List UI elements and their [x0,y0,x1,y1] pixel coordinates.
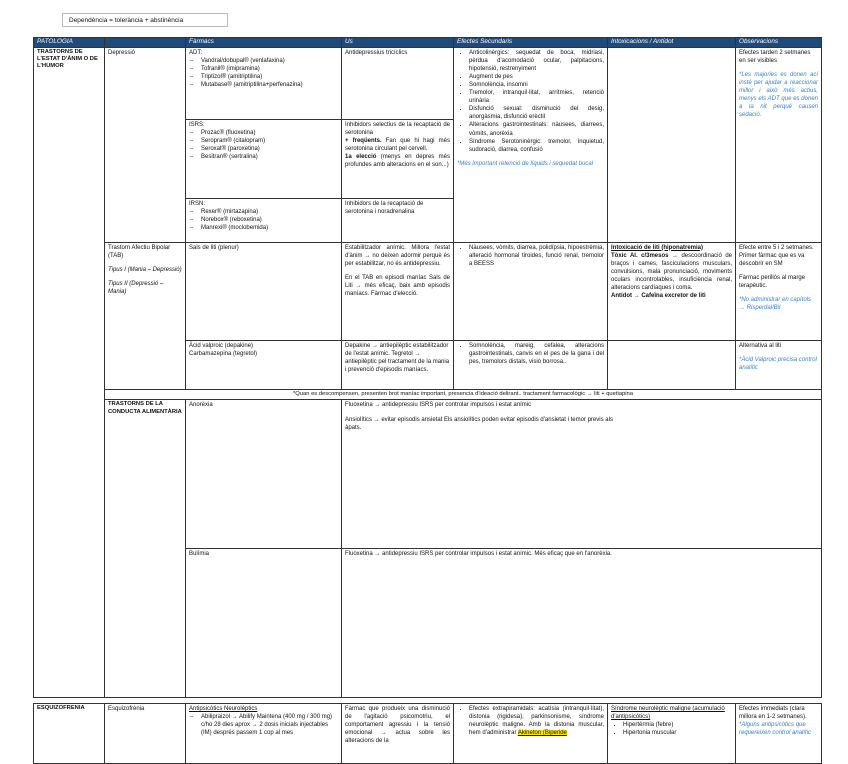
effects-text: Efectes extrapiramidals: acatísia (intranquil·litat), distonia (rigidesa), parkinsonisme, síndrome neurolèptic maligne. Amb la distonia muscular, hem d'administrar [469,705,604,737]
list-item: • Síndrome Serotoninèrgic: tremolor, inquietud, sudoració, diarrea, confusió [469,138,604,154]
liti-use-1: Estabilitzador anímic. Millora l'estat d'ànim → no deixen adormir perquè és per estabilitzar, no és antidepressiu. [345,244,450,267]
list-item: • Somnolència, mareig, cefalea, alteracions gastrointestinals, canvis en el pes de la gana i del pes, tremolors distals, visió borrosa.. [469,342,604,366]
list-item: • Disfunció sexual: disminució del desig, anorgàsmia, disfunció erèctil [469,105,604,121]
list-item: • Tremolor, intranquil·litat, arrítmies, retenció urinària [469,89,604,105]
esquizo-obs: Efectes immediats (clara millora en 1-2 setmanes). [739,705,807,720]
bipolar-type-2: Tipus II (Depressió – Mania) [108,280,164,296]
valproic-drug-2: Carbamazepina (tegretol) [189,350,258,357]
drug-cell-adt [186,47,342,119]
pharmacology-table-page [33,37,821,745]
effects-note-depressio: *Més important retenció de líquids i sequedat bucal [457,160,594,167]
irsn-title: IRSN: [189,200,206,207]
liti-intox-title: Intoxicació de liti (hiponatremia) [611,244,704,251]
isrs-use-text-2: Fan que hi hagi més serotonina circulant pel cervell. [345,137,450,152]
irsn-list [189,208,338,232]
drug-cell-isrs [186,119,342,198]
list-item: – Seropram® (citalopram) [201,137,338,145]
drug-cell-irsn [186,198,342,242]
use-cell-liti [342,242,454,340]
antipsicotics-title: Antipsicòtics Neurolèptics [189,705,258,712]
nms-title: Síndrome neurolèptic maligne (acumulació d'antipsicòtics) [611,705,725,720]
use-cell-antipsicotics: Fàrmac que produeix una disminució de l'agitació psicomotriu, el comportament agressiu i la tensió emocional → actua sobre les alteracions de la [342,703,454,763]
liti-intox-toxic: Tòxic Al. c/3mesos → [611,252,678,259]
use-cell-irsn: Inhibidors de la recaptació de serotonina i noradrenalina [342,198,454,242]
condition-anorexia: Anorèxia [186,400,342,549]
list-item: – Prozac® (fluoxetina) [201,129,338,137]
valproic-obs-note: *Àcid Valproic precisa control analític [739,356,817,371]
use-cell-isrs [342,119,454,198]
list-item [469,705,604,737]
table-header-row [34,38,822,48]
liti-obs-note: *No administrar en capítols → Risperdal/Bil [739,297,812,312]
isrs-title: ISRS: [189,121,205,128]
header-us: Ús [342,38,454,48]
list-item: • Somnolència, insomni [469,81,604,89]
obs-cell-depressio [736,47,822,242]
valproic-obs: Alternativa al liti [739,342,782,349]
header-observacions: Observacions [736,38,822,48]
humor-footnote: *Quan es descompensen, presenten brot maníac important, presencia d'ideació delirant.. tractament farmacològic → liti + quetiapina [105,389,822,400]
nms-list [611,721,732,737]
list-item: • Hipertèrmia (febre) [623,721,732,729]
effects-cell-valproic [454,340,608,389]
effects-cell-antipsicotics [454,703,608,763]
intox-cell-depressio [608,47,736,242]
liti-obs-2: Fàrmac perillós al marge terapèutic. [739,274,806,290]
list-item: – Besitran® (sertralina) [201,153,338,161]
list-item: – Vandral/dobupal® (venlafaxina) [201,57,338,65]
obs-depressio: Efectes tarden 2 setmanes en ser visibles [739,49,811,64]
condition-depressio: Depressió [105,47,186,242]
isrs-use-frequent: + freqüents. [345,137,382,144]
dependence-note: Dependència = tolerància + abstinència [62,13,228,27]
list-item: – Manrexi® (moclobemida) [201,224,338,232]
condition-bipolar [105,242,186,389]
anorexia-text-1: Fluoxetina → antidepressiu ISRS per controlar impulsos i estat anímic [345,402,532,409]
obs-cell-liti [736,242,822,340]
list-item: – Norebox® (reboxetina) [201,216,338,224]
isrs-use-first-choice: 1a elecció [345,154,377,161]
effects-list-depressio [457,49,604,154]
bulimia-treatment [342,549,822,698]
bipolar-type-1: Tipus I (Mania – Depressió) [108,266,182,273]
effects-list-antipsicotics [457,705,604,737]
patology-esquizofrenia: ESQUIZOFRENIA [34,703,105,763]
adt-title: ADT: [189,49,203,56]
patology-alimentaria: TRASTORNS DE LA CONDUCTA ALIMENTÀRIA [105,400,186,697]
header-patologia: PATOLOGIA [34,38,105,48]
effects-highlight: Akineton (Biperide [517,730,567,737]
effects-list-valproic [457,342,604,366]
valproic-drug-1: Àcid valproic (depakine) [189,342,254,349]
table-row [34,389,822,400]
list-item: • Augment de pes [469,73,604,81]
condition-esquizofrenia: Esquizofrènia [105,703,186,763]
liti-antidote: Antídot → Cafeïna excretor de liti [611,293,706,300]
pharmacology-table [33,37,822,764]
anorexia-text-2: Ansiolítics → evitar episodis ansietat Els ansiolítics poden evitar episodis d'ansietat i temor previs als àpats. [345,416,613,431]
table-row [34,242,822,340]
list-item: – Mutabase® (amitriptilina+perfenazina) [201,81,338,89]
header-patologia-sub [105,38,186,48]
drug-cell-liti: Sals de liti (plenur) [186,242,342,340]
esquizo-obs-note: *Alguns antipsicòtics que requereixen control analític [739,722,812,737]
list-item: – Triptizol® (amitriptilina) [201,73,338,81]
drug-cell-antipsicotics [186,703,342,763]
list-item: • Hipertonia muscular [623,729,732,737]
obs-cell-valproic [736,340,822,389]
list-item: • Alteracions gastrointestinals: nàusees, diarrees, vòmits, anorèxia [469,121,604,137]
list-item: • Nàusees, vòmits, diarrea, polidípsia, hipoestrèmia, alteració hormonal tiroides, funció renal, tremolor a BEESS [469,244,604,268]
isrs-use-text-3: (menys en depres més profundes amb alteracions en el son...) [345,154,451,169]
table-row [34,703,822,763]
obs-cell-antipsicotics [736,703,822,763]
header-farmacs: Fàrmacs [186,38,342,48]
intox-cell-antipsicotics [608,703,736,763]
liti-intox-body: descoordinació de braços i cames, fasciculacions musculars, convulsions, mala pronunciació, moviments oculars incontrolables, insuficiència renal, alteracions cardíaques i coma. [611,252,732,292]
intox-cell-valproic [608,340,736,389]
anorexia-treatment [342,400,822,549]
list-item: – Tofranil® (imipramina) [201,65,338,73]
intox-cell-liti [608,242,736,340]
list-item: – Rexer® (mirtazapina) [201,208,338,216]
table-row [34,400,822,549]
drug-cell-valproic [186,340,342,389]
effects-cell-liti [454,242,608,340]
obs-note-depressio: *Les majories es donen ací insté per ajudar a reaccionar millor i això més actius, menys els ADT que es donen a la nit perquè causen sedació. [739,71,818,119]
header-efectes: Efectes Secundaris [454,38,608,48]
effects-list-liti [457,244,604,268]
liti-use-2: En el TAB en episodi maníac Sals de Liti → més eficaç, baix amb episodis maníacs. Fàrmac d'elecció. [345,274,450,298]
list-item: – Abilipraizol → Abilify Maintena (400 mg / 300 mg) c/ho 28 dies aprox → 2 dosis inicials injectables (IM) després passem 1 cop al mes [201,713,338,737]
condition-bulimia: Bulímia [186,549,342,698]
effects-cell-depressio [454,47,608,242]
use-cell-adt: Antidepressius tricíclics [342,47,454,119]
use-cell-valproic: Depakine → antiepilèptic estabilitzador de l'estat anímic. Tegretol → antiepilèptic pel tractament de la mania i prevenció d'episodis maníacs. [342,340,454,389]
list-item: – Seroxat® (paroxetina) [201,145,338,153]
bulimia-text: Fluoxetina → antidepressiu ISRS per controlar impulsos i estat anímic. Més eficaç que en l'anorèxia. [345,551,612,558]
antipsicotics-list [189,713,338,737]
bipolar-name: Trastorn Afectiu Bipolar (TAB) [108,244,171,259]
isrs-use-text: Inhibidors selectius de la recaptació de serotonina [345,121,450,136]
table-row [34,47,822,119]
patology-humor: TRASTORNS DE L'ESTAT D'ÀNIM O DE L'HUMOR [34,47,105,697]
isrs-list [189,129,338,161]
list-item: • Anticolinèrgics: sequedat de boca, midriasi, pèrdua d'acomodació ocular, palpitacions, hipotensió, restrenyiment [469,49,604,73]
liti-obs: Efecte entre 5 i 2 setmanes. Primer fàrmac que es va descobrir en SM [739,244,814,267]
adt-list [189,57,338,89]
header-intoxicacions: Intoxicacions / Antídot [608,38,736,48]
